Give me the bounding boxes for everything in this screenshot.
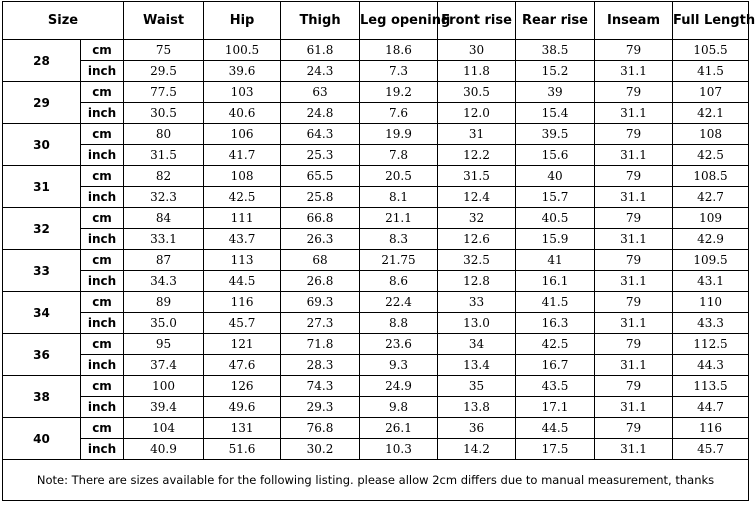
measurement-cell: 79	[595, 418, 673, 439]
measurement-cell: 76.8	[281, 418, 360, 439]
column-header-thigh: Thigh	[281, 2, 360, 40]
unit-label-cm: cm	[81, 208, 124, 229]
unit-label-cm: cm	[81, 418, 124, 439]
footnote: Note: There are sizes available for the following listing. please allow 2cm differs due to manual measurement, thanks	[3, 460, 749, 501]
measurement-cell: 23.6	[360, 334, 438, 355]
measurement-cell: 113	[204, 250, 281, 271]
measurement-cell: 42.1	[673, 103, 749, 124]
measurement-cell: 15.4	[516, 103, 595, 124]
measurement-cell: 79	[595, 250, 673, 271]
unit-label-cm: cm	[81, 250, 124, 271]
measurement-cell: 12.0	[438, 103, 516, 124]
measurement-cell: 19.9	[360, 124, 438, 145]
measurement-cell: 82	[124, 166, 204, 187]
measurement-cell: 27.3	[281, 313, 360, 334]
measurement-cell: 109.5	[673, 250, 749, 271]
measurement-cell: 41	[516, 250, 595, 271]
measurement-cell: 41.7	[204, 145, 281, 166]
note-row	[3, 460, 749, 501]
measurement-cell: 84	[124, 208, 204, 229]
measurement-cell: 25.8	[281, 187, 360, 208]
measurement-cell: 29.5	[124, 61, 204, 82]
unit-label-inch: inch	[81, 187, 124, 208]
measurement-cell: 24.3	[281, 61, 360, 82]
measurement-cell: 111	[204, 208, 281, 229]
measurement-cell: 24.9	[360, 376, 438, 397]
table-row	[3, 397, 749, 418]
table-row	[3, 292, 749, 313]
measurement-cell: 21.1	[360, 208, 438, 229]
measurement-cell: 39.5	[516, 124, 595, 145]
table-row	[3, 355, 749, 376]
size-value: 38	[3, 376, 81, 418]
measurement-cell: 8.3	[360, 229, 438, 250]
measurement-cell: 30.5	[124, 103, 204, 124]
measurement-cell: 44.7	[673, 397, 749, 418]
header-row	[3, 2, 749, 40]
measurement-cell: 12.8	[438, 271, 516, 292]
measurement-cell: 26.8	[281, 271, 360, 292]
measurement-cell: 31.5	[438, 166, 516, 187]
measurement-cell: 116	[673, 418, 749, 439]
column-header-front-rise: Front rise	[438, 2, 516, 40]
unit-label-inch: inch	[81, 355, 124, 376]
measurement-cell: 18.6	[360, 40, 438, 61]
measurement-cell: 89	[124, 292, 204, 313]
measurement-cell: 31.1	[595, 271, 673, 292]
table-row	[3, 229, 749, 250]
measurement-cell: 31.1	[595, 313, 673, 334]
measurement-cell: 113.5	[673, 376, 749, 397]
table-row	[3, 250, 749, 271]
measurement-cell: 16.1	[516, 271, 595, 292]
measurement-cell: 26.1	[360, 418, 438, 439]
table-row	[3, 271, 749, 292]
measurement-cell: 63	[281, 82, 360, 103]
measurement-cell: 42.9	[673, 229, 749, 250]
unit-label-cm: cm	[81, 166, 124, 187]
measurement-cell: 31.5	[124, 145, 204, 166]
unit-label-cm: cm	[81, 82, 124, 103]
measurement-cell: 109	[673, 208, 749, 229]
table-row	[3, 418, 749, 439]
measurement-cell: 68	[281, 250, 360, 271]
column-header-full-length: Full Length	[673, 2, 749, 40]
measurement-cell: 14.2	[438, 439, 516, 460]
size-value: 29	[3, 82, 81, 124]
size-value: 40	[3, 418, 81, 460]
measurement-cell: 43.5	[516, 376, 595, 397]
size-value: 34	[3, 292, 81, 334]
table-body	[3, 40, 749, 460]
measurement-cell: 40.9	[124, 439, 204, 460]
unit-label-cm: cm	[81, 376, 124, 397]
measurement-cell: 108.5	[673, 166, 749, 187]
unit-label-cm: cm	[81, 40, 124, 61]
measurement-cell: 10.3	[360, 439, 438, 460]
measurement-cell: 79	[595, 166, 673, 187]
measurement-cell: 77.5	[124, 82, 204, 103]
measurement-cell: 104	[124, 418, 204, 439]
measurement-cell: 32	[438, 208, 516, 229]
measurement-cell: 39	[516, 82, 595, 103]
measurement-cell: 79	[595, 292, 673, 313]
measurement-cell: 106	[204, 124, 281, 145]
unit-label-cm: cm	[81, 334, 124, 355]
unit-label-inch: inch	[81, 103, 124, 124]
measurement-cell: 69.3	[281, 292, 360, 313]
size-value: 32	[3, 208, 81, 250]
measurement-cell: 74.3	[281, 376, 360, 397]
measurement-cell: 31.1	[595, 439, 673, 460]
measurement-cell: 36	[438, 418, 516, 439]
table-row	[3, 166, 749, 187]
measurement-cell: 34	[438, 334, 516, 355]
measurement-cell: 43.7	[204, 229, 281, 250]
measurement-cell: 100	[124, 376, 204, 397]
measurement-cell: 61.8	[281, 40, 360, 61]
size-value: 36	[3, 334, 81, 376]
measurement-cell: 43.1	[673, 271, 749, 292]
measurement-cell: 45.7	[673, 439, 749, 460]
measurement-cell: 13.8	[438, 397, 516, 418]
measurement-cell: 30.5	[438, 82, 516, 103]
measurement-cell: 17.1	[516, 397, 595, 418]
measurement-cell: 40.6	[204, 103, 281, 124]
column-header-hip: Hip	[204, 2, 281, 40]
table-row	[3, 376, 749, 397]
measurement-cell: 15.2	[516, 61, 595, 82]
size-chart-table	[2, 1, 755, 501]
measurement-cell: 75	[124, 40, 204, 61]
size-value: 31	[3, 166, 81, 208]
measurement-cell: 31.1	[595, 229, 673, 250]
size-value: 28	[3, 40, 81, 82]
measurement-cell: 35	[438, 376, 516, 397]
measurement-cell: 116	[204, 292, 281, 313]
table-row	[3, 334, 749, 355]
measurement-cell: 31	[438, 124, 516, 145]
table-row	[3, 439, 749, 460]
column-header-leg-opening: Leg opening	[360, 2, 438, 40]
measurement-cell: 29.3	[281, 397, 360, 418]
measurement-cell: 31.1	[595, 355, 673, 376]
measurement-cell: 49.6	[204, 397, 281, 418]
unit-label-inch: inch	[81, 313, 124, 334]
measurement-cell: 79	[595, 376, 673, 397]
measurement-cell: 28.3	[281, 355, 360, 376]
measurement-cell: 41.5	[673, 61, 749, 82]
unit-label-inch: inch	[81, 229, 124, 250]
table-row	[3, 40, 749, 61]
measurement-cell: 100.5	[204, 40, 281, 61]
measurement-cell: 42.5	[673, 145, 749, 166]
measurement-cell: 30	[438, 40, 516, 61]
measurement-cell: 30.2	[281, 439, 360, 460]
measurement-cell: 7.6	[360, 103, 438, 124]
measurement-cell: 31.1	[595, 61, 673, 82]
column-header-inseam: Inseam	[595, 2, 673, 40]
measurement-cell: 16.7	[516, 355, 595, 376]
measurement-cell: 12.4	[438, 187, 516, 208]
measurement-cell: 33.1	[124, 229, 204, 250]
measurement-cell: 31.1	[595, 187, 673, 208]
measurement-cell: 8.8	[360, 313, 438, 334]
measurement-cell: 87	[124, 250, 204, 271]
measurement-cell: 16.3	[516, 313, 595, 334]
measurement-cell: 20.5	[360, 166, 438, 187]
measurement-cell: 42.7	[673, 187, 749, 208]
measurement-cell: 44.5	[516, 418, 595, 439]
table-row	[3, 61, 749, 82]
measurement-cell: 107	[673, 82, 749, 103]
measurement-cell: 25.3	[281, 145, 360, 166]
measurement-cell: 79	[595, 334, 673, 355]
measurement-cell: 79	[595, 82, 673, 103]
measurement-cell: 31.1	[595, 397, 673, 418]
measurement-cell: 40	[516, 166, 595, 187]
measurement-cell: 12.2	[438, 145, 516, 166]
table-row	[3, 103, 749, 124]
measurement-cell: 15.9	[516, 229, 595, 250]
measurement-cell: 19.2	[360, 82, 438, 103]
measurement-cell: 15.6	[516, 145, 595, 166]
table-row	[3, 145, 749, 166]
measurement-cell: 13.4	[438, 355, 516, 376]
size-header: Size	[3, 2, 124, 40]
column-header-waist: Waist	[124, 2, 204, 40]
measurement-cell: 21.75	[360, 250, 438, 271]
measurement-cell: 41.5	[516, 292, 595, 313]
measurement-cell: 80	[124, 124, 204, 145]
size-value: 30	[3, 124, 81, 166]
measurement-cell: 131	[204, 418, 281, 439]
measurement-cell: 126	[204, 376, 281, 397]
measurement-cell: 33	[438, 292, 516, 313]
measurement-cell: 15.7	[516, 187, 595, 208]
measurement-cell: 44.3	[673, 355, 749, 376]
measurement-cell: 42.5	[204, 187, 281, 208]
measurement-cell: 24.8	[281, 103, 360, 124]
measurement-cell: 42.5	[516, 334, 595, 355]
measurement-cell: 11.8	[438, 61, 516, 82]
measurement-cell: 66.8	[281, 208, 360, 229]
measurement-cell: 35.0	[124, 313, 204, 334]
measurement-cell: 31.1	[595, 145, 673, 166]
unit-label-inch: inch	[81, 271, 124, 292]
measurement-cell: 37.4	[124, 355, 204, 376]
measurement-cell: 40.5	[516, 208, 595, 229]
unit-label-cm: cm	[81, 292, 124, 313]
measurement-cell: 79	[595, 40, 673, 61]
unit-label-cm: cm	[81, 124, 124, 145]
measurement-cell: 34.3	[124, 271, 204, 292]
measurement-cell: 8.6	[360, 271, 438, 292]
table-row	[3, 187, 749, 208]
measurement-cell: 64.3	[281, 124, 360, 145]
measurement-cell: 7.3	[360, 61, 438, 82]
measurement-cell: 65.5	[281, 166, 360, 187]
measurement-cell: 39.4	[124, 397, 204, 418]
unit-label-inch: inch	[81, 145, 124, 166]
measurement-cell: 39.6	[204, 61, 281, 82]
table-row	[3, 82, 749, 103]
measurement-cell: 9.3	[360, 355, 438, 376]
measurement-cell: 7.8	[360, 145, 438, 166]
table-row	[3, 313, 749, 334]
measurement-cell: 121	[204, 334, 281, 355]
measurement-cell: 43.3	[673, 313, 749, 334]
table-row	[3, 124, 749, 145]
measurement-cell: 112.5	[673, 334, 749, 355]
measurement-cell: 51.6	[204, 439, 281, 460]
measurement-cell: 71.8	[281, 334, 360, 355]
measurement-cell: 31.1	[595, 103, 673, 124]
measurement-cell: 79	[595, 208, 673, 229]
measurement-cell: 22.4	[360, 292, 438, 313]
unit-label-inch: inch	[81, 61, 124, 82]
measurement-cell: 108	[204, 166, 281, 187]
measurement-cell: 103	[204, 82, 281, 103]
measurement-cell: 9.8	[360, 397, 438, 418]
unit-label-inch: inch	[81, 397, 124, 418]
measurement-cell: 47.6	[204, 355, 281, 376]
measurement-cell: 44.5	[204, 271, 281, 292]
size-value: 33	[3, 250, 81, 292]
measurement-cell: 108	[673, 124, 749, 145]
table-row	[3, 208, 749, 229]
measurement-cell: 45.7	[204, 313, 281, 334]
column-header-rear-rise: Rear rise	[516, 2, 595, 40]
measurement-cell: 110	[673, 292, 749, 313]
unit-label-inch: inch	[81, 439, 124, 460]
measurement-cell: 26.3	[281, 229, 360, 250]
measurement-cell: 79	[595, 124, 673, 145]
measurement-cell: 17.5	[516, 439, 595, 460]
measurement-cell: 32.5	[438, 250, 516, 271]
measurement-cell: 32.3	[124, 187, 204, 208]
measurement-cell: 8.1	[360, 187, 438, 208]
measurement-cell: 105.5	[673, 40, 749, 61]
measurement-cell: 95	[124, 334, 204, 355]
measurement-cell: 12.6	[438, 229, 516, 250]
measurement-cell: 13.0	[438, 313, 516, 334]
measurement-cell: 38.5	[516, 40, 595, 61]
